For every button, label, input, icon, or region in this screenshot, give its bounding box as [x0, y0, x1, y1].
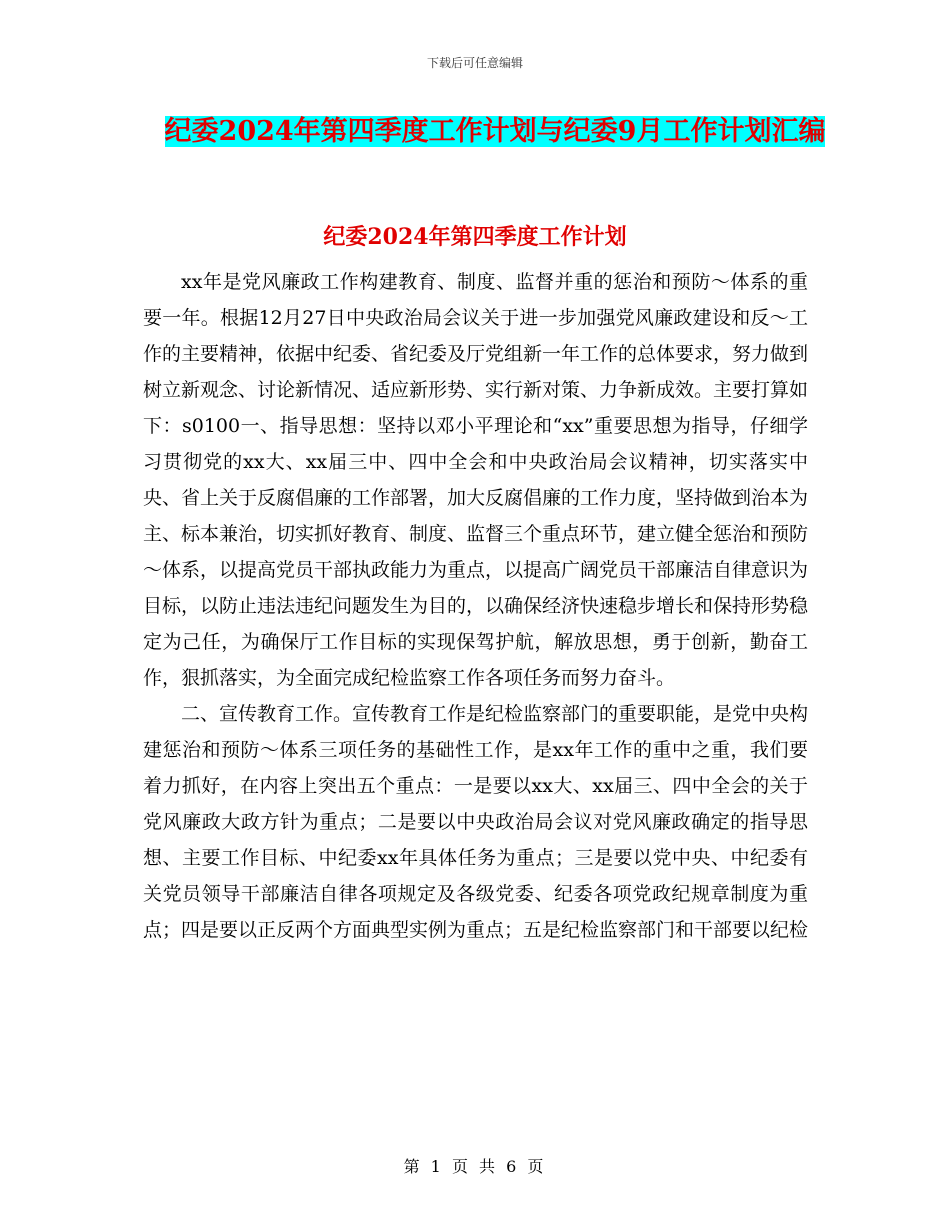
document-title-text: 纪委2024年第四季度工作计划与纪委9月工作计划汇编 — [164, 116, 826, 147]
paragraph: 二、宣传教育工作。宣传教育工作是纪检监察部门的重要职能，是党中央构建惩治和预防～体系三项任务的基础性工作，是xx年工作的重中之重，我们要着力抓好，在内容上突出五个重点：一是要以xx大、xx届三、四中全会的关于党风廉政大政方针为重点；二是要以中央政治局会议对党风廉政确定的指导思想、主要工作目标、中纪委xx年具体任务为重点；三是要以党中央、中纪委有关党员领导干部廉洁自律各项规定及各级党委、纪委各项党政纪规章制度为重点；四是要以正反两个方面典型实例为重点；五是纪检监察部门和干部要以纪检 — [143, 703, 809, 941]
section-title: 纪委2024年第四季度工作计划 — [323, 224, 627, 250]
document-body — [143, 264, 808, 948]
document-title — [150, 108, 840, 156]
page-number: 第 1 页 共 6 页 — [403, 1157, 547, 1176]
header-note: 下载后可任意编辑 — [426, 56, 523, 70]
paragraph: xx年是党风廉政工作构建教育、制度、监督并重的惩治和预防～体系的重要一年。根据12月27日中央政治局会议关于进一步加强党风廉政建设和反～工作的主要精神，依据中纪委、省纪委及厅党组新一年工作的总体要求，努力做到树立新观念、讨论新情况、适应新形势、实行新对策、力争新成效。主要打算如下：s0100一、指导思想：坚持以邓小平理论和“xx”重要思想为指导，仔细学习贯彻党的xx大、xx届三中、四中全会和中央政治局会议精神，切实落实中央、省上关于反腐倡廉的工作部署，加大反腐倡廉的工作力度，坚持做到治本为主、标本兼治，切实抓好教育、制度、监督三个重点环节，建立健全惩治和预防～体系，以提高党员干部执政能力为重点，以提高广阔党员干部廉洁自律意识为目标，以防止违法违纪问题发生为目的，以确保经济快速稳步增长和保持形势稳定为己任，为确保厅工作目标的实现保驾护航，解放思想，勇于创新，勤奋工作，狠抓落实，为全面完成纪检监察工作各项任务而努力奋斗。 — [143, 271, 809, 689]
